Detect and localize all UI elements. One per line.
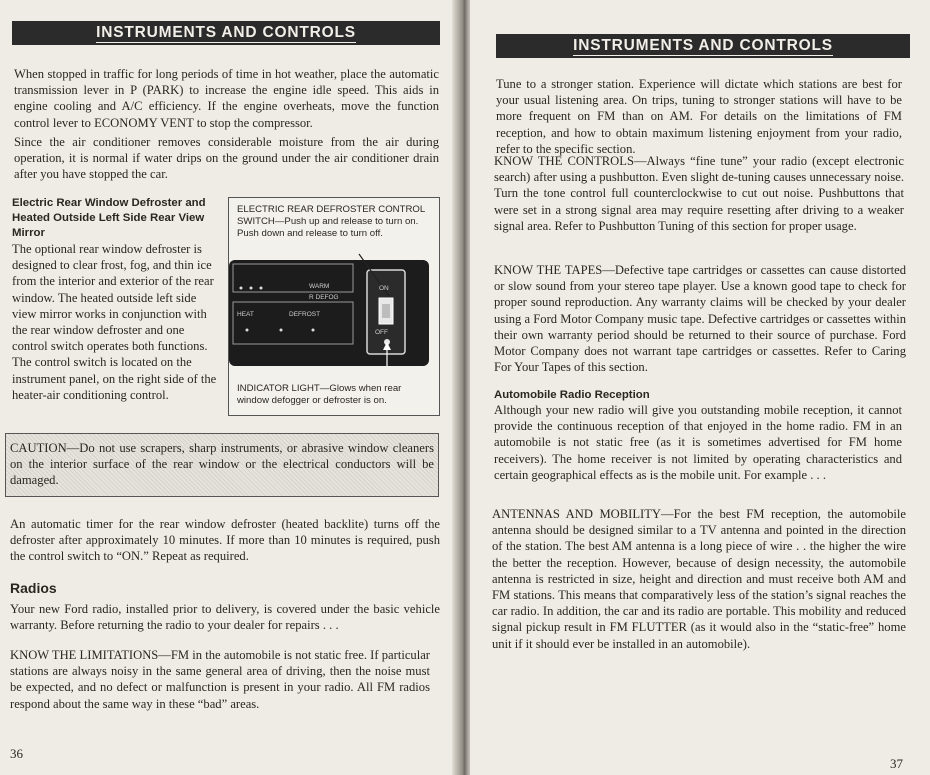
defrost-label: DEFROST: [289, 311, 321, 318]
reception-paragraph: Although your new radio will give you outstanding mobile reception, it cannot provide the continuous reception of that enjoyed in the home radio. FM in an automobile is not static free (as it is sometimes advertised for FM home receivers). The home receiver is not limited by operating characteristics and certain geographical effects as is the mobile unit. For example . . .: [494, 403, 902, 482]
switch-on-label: ON: [379, 285, 389, 292]
indicator-light-caption: INDICATOR LIGHT—Glows when rear window defogger or defroster is on.: [237, 383, 402, 407]
timer-paragraph: An automatic timer for the rear window defroster (heated backlite) turns off the defroster after approximately 10 minutes. If more than 10 minutes is required, push the control switch to “ON.” Repeat as required.: [10, 517, 440, 564]
stopped-traffic-paragraph: When stopped in traffic for long periods of time in hot weather, place the automatic transmission lever in P (PARK) to increase the engine idle speed. This aids in engine cooling and A/C efficiency. If the engine overheats, move the function control lever to ECONOMY VENT to stop the compressor.: [14, 67, 439, 130]
right-page-header: INSTRUMENTS AND CONTROLS: [496, 34, 910, 58]
page-number-left: 36: [10, 746, 23, 761]
rear-defog-label: R DEFOG: [309, 294, 339, 301]
instrument-panel-illustration: [229, 250, 437, 380]
limitations-paragraph: KNOW THE LIMITATIONS—FM in the automobile is not static free. If particular stations are always noisy in the same general area of driving, then the noise must be expected, and no defect or malfunction is present in your radio. All FM radios respond about the same way in these “bad” areas.: [10, 648, 430, 711]
warm-label: WARM: [309, 283, 330, 290]
heat-label: HEAT: [237, 311, 254, 318]
know-controls-paragraph: KNOW THE CONTROLS—Always “fine tune” your radio (except electronic search) after using a pushbutton. Even slight de-tuning causes unnecessary noise. Turn the tone control full counterclockwise to cut out noise. Pushbuttons that were set in a strong signal area may require resetting after driving to a weaker signal area. Refer to Pushbutton Tuning of this section for proper usage.: [494, 154, 904, 233]
radios-paragraph: Your new Ford radio, installed prior to delivery, is covered under the basic vehicle warranty. Before returning the radio to your dealer for repairs . . .: [10, 602, 440, 633]
left-page: [0, 0, 458, 775]
radios-heading: Radios: [10, 580, 57, 596]
tune-paragraph: Tune to a stronger station. Experience will dictate which stations are best for your usual listening area. On trips, tuning to stronger stations will have to be more frequent on FM than on AM. For details on the limitations of FM reception, and how to obtain maximum listening enjoyment from your radio, refer to the specific section.: [496, 77, 902, 156]
left-page-header: INSTRUMENTS AND CONTROLS: [12, 21, 440, 45]
know-tapes-paragraph: KNOW THE TAPES—Defective tape cartridges or cassettes can cause distorted or slow sound from your stereo tape player. Use a known good tape to check for proper sound reproduction. Any warranty claims will be checked by your dealer using a Ford Motor Company music tape. Defective cartridges or cassettes within their own warranty period should be returned to their source of purchase. Ford Motor Company does not warrant tape cartridges or cassettes. Refer to Caring For Your Tapes of this section.: [494, 263, 906, 375]
switch-off-label: OFF: [375, 329, 388, 336]
defroster-heading: Electric Rear Window Defroster and Heated Outside Left Side Rear View Mirror: [12, 197, 206, 239]
defroster-switch-figure: [228, 197, 440, 416]
antennas-paragraph: ANTENNAS AND MOBILITY—For the best FM reception, the automobile antenna should be designed similar to a TV antenna and pointed in the direction of the station. The best AM antenna is a long piece of wire . . the higher the wire the better the reception. However, because of design necessity, the automobile antenna is restricted in size, height and direction and must receive both AM and FM stations. This means that comparatively less of the station’s signal reaches the car radio. In addition, the car and its radio are portable. This mobility and reduced signal pickup result in FM FLUTTER (as it would also in the “static-free” home unit if it should ever be installed in an automobile).: [492, 507, 906, 651]
defroster-paragraph: The optional rear window defroster is designed to clear frost, fog, and thin ice from the interior and exterior of the rear window. The heated outside left side view mirror works in conjunction with the rear window defroster and one control switch operates both functions. The control switch is located on the instrument panel, on the right side of the heater-air conditioning control.: [12, 242, 217, 402]
air-conditioner-paragraph: Since the air conditioner removes considerable moisture from the air during operation, it is normal if water drips on the ground under the air conditioner drain after you have stopped the car.: [14, 135, 439, 182]
caution-box: CAUTION—Do not use scrapers, sharp instruments, or abrasive window cleaners on the interior surface of the rear window or the electrical conductors will be damaged.: [5, 433, 439, 497]
reception-heading: Automobile Radio Reception: [494, 389, 650, 401]
page-number-right: 37: [890, 756, 903, 771]
switch-caption: ELECTRIC REAR DEFROSTER CONTROL SWITCH—Push up and release to turn on. Push down and release to turn off.: [237, 204, 425, 240]
right-page: [470, 0, 930, 775]
